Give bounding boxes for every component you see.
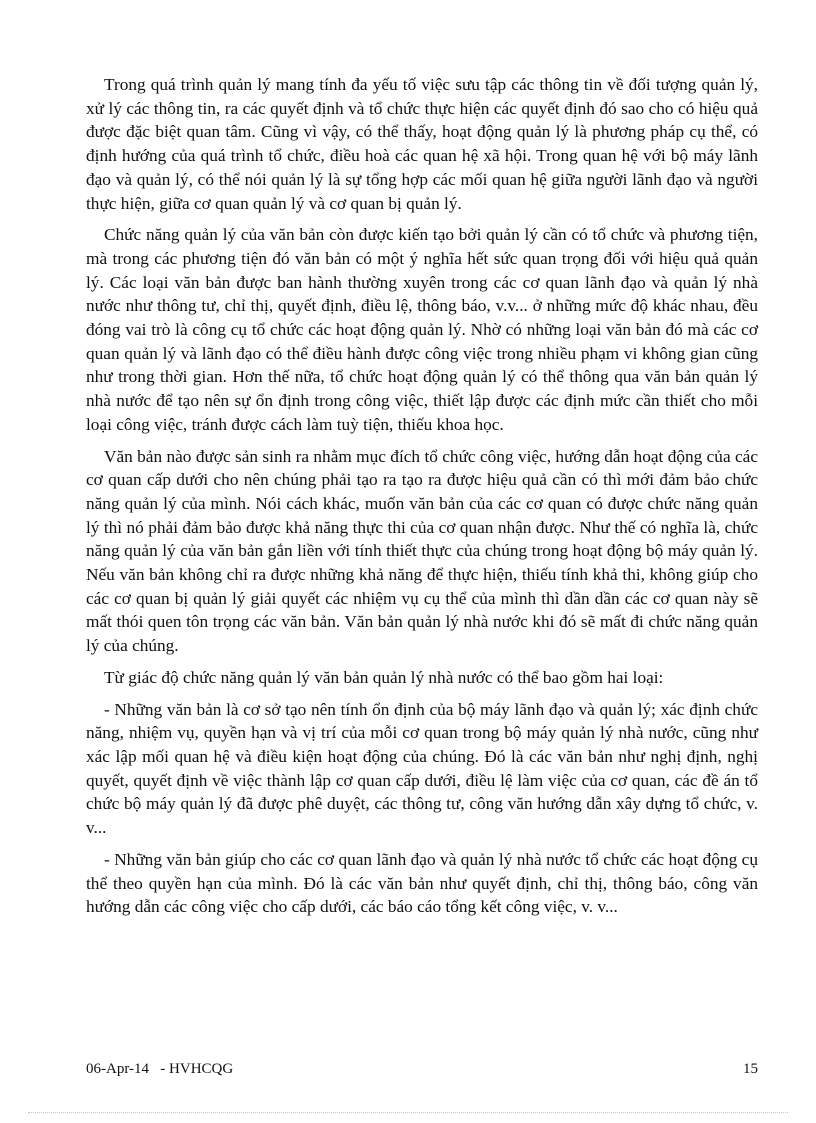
paragraph-management-process: Trong quá trình quản lý mang tính đa yếu tố việc sưu tập các thông tin về đối tượng quản lý, xử lý các thông tin, ra các quyết định và tổ chức thực hiện các quyết định đó sao cho có hiệu quả được đặc biệt quan tâm. Cũng vì vậy, có thể thấy, hoạt động quản lý là phương pháp cụ thể, có định hướng của quá trình tổ chức, điều hoà các quan hệ xã hội. Trong quan hệ với bộ máy lãnh đạo và quản lý, có thể nói quản lý là sự tổng hợp các mối quan hệ giữa người lãnh đạo và người thực hiện, giữa cơ quan quản lý và cơ quan bị quản lý. <box>86 75 758 213</box>
page-number: 15 <box>743 1061 758 1077</box>
footer-source: - HVHCQG <box>160 1061 234 1077</box>
page-footer <box>86 1058 758 1080</box>
list-item-type-two: - Những văn bản giúp cho các cơ quan lãnh đạo và quản lý nhà nước tổ chức các hoạt động cụ thể theo quyền hạn của mình. Đó là các văn bản như quyết định, chỉ thị, thông báo, công văn hướng dẫn các công việc cho cấp dưới, các báo cáo tổng kết công việc, v. v... <box>86 849 758 917</box>
footer-left <box>86 1058 233 1080</box>
paragraph-management-function: Chức năng quản lý của văn bản còn được kiến tạo bởi quản lý cần có tổ chức và phương tiện, mà trong các phương tiện đó văn bản có một ý nghĩa hết sức quan trọng đối với hiệu quả quản lý. Các loại văn bản được ban hành thường xuyên trong các cơ quan lãnh đạo và quản lý nhà nước như thông tư, chỉ thị, quyết định, điều lệ, thông báo, v.v... ở những mức độ khác nhau, đều đóng vai trò là công cụ tổ chức các hoạt động quản lý. Nhờ có những loại văn bản đó mà các cơ quan quản lý và lãnh đạo có thể điều hành được công việc trong nhiều phạm vi không gian cũng như trong thời gian. Hơn thế nữa, tổ chức hoạt động quản lý có thể thông qua văn bản quản lý nhà nước để tạo nên sự ổn định trong công việc, thiết lập được các định mức cần thiết cho mỗi loại công việc, tránh được cách làm tuỳ tiện, thiếu khoa học. <box>86 225 758 434</box>
paragraph-two-types-intro: Từ giác độ chức năng quản lý văn bản quản lý nhà nước có thể bao gồm hai loại: <box>104 667 664 687</box>
page-bottom-divider <box>28 1112 788 1113</box>
footer-date: 06-Apr-14 <box>86 1061 150 1077</box>
document-body <box>86 73 758 927</box>
list-item-type-one: - Những văn bản là cơ sở tạo nên tính ổn định của bộ máy lãnh đạo và quản lý; xác định chức năng, nhiệm vụ, quyền hạn và vị trí của mỗi cơ quan trong bộ máy quản lý nhà nước, cũng như xác lập mối quan hệ và điều kiện hoạt động của chúng. Đó là các văn bản như nghị định, nghị quyết, quyết định về việc thành lập cơ quan cấp dưới, điều lệ làm việc của cơ quan, các đề án tổ chức bộ máy quản lý đã được phê duyệt, các thông tư, công văn hướng dẫn xây dựng tổ chức, v. v... <box>86 699 758 838</box>
paragraph-document-purpose: Văn bản nào được sản sinh ra nhằm mục đích tổ chức công việc, hướng dẫn hoạt động của các cơ quan cấp dưới cho nên chúng phải tạo ra tạo ra được hiệu quả cần có thì mới đảm bảo chức năng quản lý của mình. Nói cách khác, muốn văn bản của các cơ quan có được chức năng quản lý thì nó phải đảm bảo được khả năng thực thi của cơ quan nhận được. Như thế có nghĩa là, chức năng quản lý của văn bản gắn liền với tính thiết thực của chúng trong hoạt động bộ máy quản lý. Nếu văn bản không chỉ ra được những khả năng để thực hiện, thiếu tính khả thi, không giúp cho các cơ quan bị quản lý giải quyết các nhiệm vụ cụ thể của mình thì dần dần các cơ quan này sẽ mất thói quen tôn trọng các văn bản. Văn bản quản lý nhà nước khi đó sẽ mất đi chức năng quản lý của chúng. <box>86 446 758 656</box>
